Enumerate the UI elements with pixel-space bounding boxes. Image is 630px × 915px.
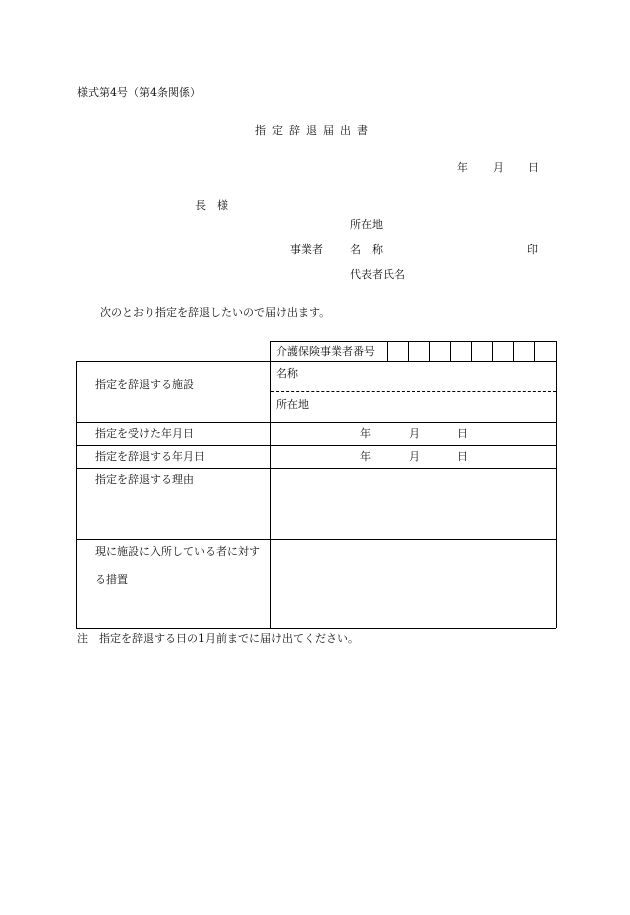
applicant-address-label: 所在地 [350,218,383,231]
form-title: 指定辞退届出書 [255,124,374,137]
provider-number-box[interactable] [450,341,451,361]
applicant-name-label: 名 称 [350,243,383,256]
provider-number-box[interactable] [471,341,472,361]
designation-year: 年 [360,427,371,440]
date-month-label: 月 [493,161,504,174]
provider-number-box[interactable] [534,341,535,361]
designation-day: 日 [457,427,468,440]
withdrawal-month: 月 [409,450,420,463]
provider-number-box[interactable] [429,341,430,361]
withdrawal-year: 年 [360,450,371,463]
withdrawal-date-label: 指定を辞退する年月日 [95,450,205,463]
designation-month: 月 [409,427,420,440]
footnote: 注 指定を辞退する日の1月前までに届け出てください。 [77,632,359,645]
form-number: 様式第4号（第4条関係） [77,86,201,99]
measures-label-line1: 現に施設に入所している者に対す [95,545,260,558]
facility-address-label: 所在地 [276,398,309,411]
provider-number-label: 介護保険事業者番号 [276,345,375,358]
withdrawal-day: 日 [457,450,468,463]
provider-number-box[interactable] [408,341,409,361]
facility-label: 指定を辞退する施設 [95,378,194,391]
reason-label: 指定を辞退する理由 [95,473,194,486]
facility-name-label: 名称 [276,367,298,380]
designation-date-label: 指定を受けた年月日 [95,427,194,440]
intro-text: 次のとおり指定を辞退したいので届け出ます。 [100,306,331,319]
date-year-label: 年 [457,161,468,174]
provider-number-box[interactable] [513,341,514,361]
provider-number-box[interactable] [492,341,493,361]
date-day-label: 日 [528,161,539,174]
addressee: 長 様 [195,199,228,212]
representative-label: 代表者氏名 [350,268,405,281]
seal-mark: 印 [527,243,538,256]
applicant-label: 事業者 [290,243,323,256]
measures-label-line2: る措置 [95,573,128,586]
